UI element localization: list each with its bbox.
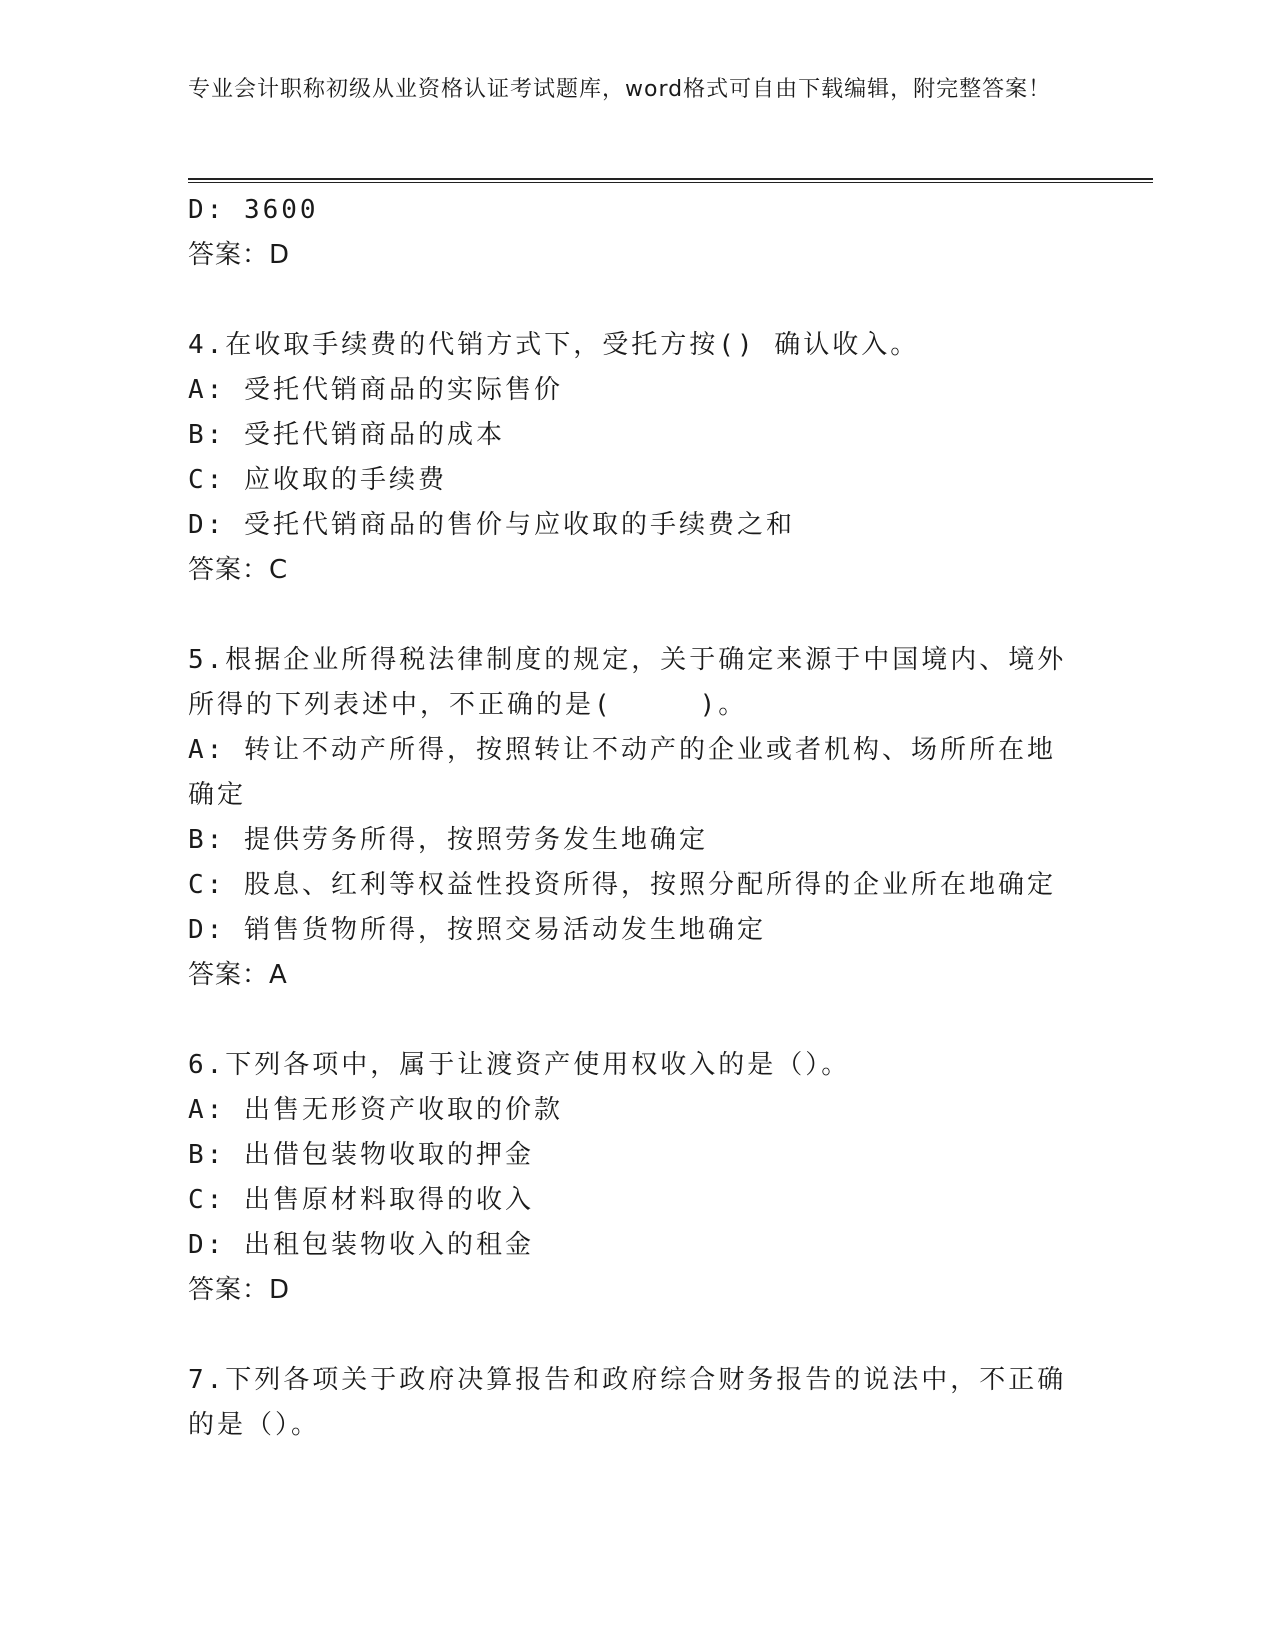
question-5-option-b: B: 提供劳务所得，按照劳务发生地确定 (188, 825, 708, 855)
question-5-option-a: A: 转让不动产所得，按照转让不动产的企业或者机构、场所所在地确定 (188, 735, 1056, 810)
question-6-option-c: C: 出售原材料取得的收入 (188, 1185, 534, 1215)
question-6-text: 6.下列各项中，属于让渡资产使用权收入的是（）。 (188, 1050, 851, 1080)
question-5-option-d: D: 销售货物所得，按照交易活动发生地确定 (188, 915, 766, 945)
question-6-option-d: D: 出租包装物收入的租金 (188, 1230, 534, 1260)
header-divider (188, 178, 1153, 183)
question-4-option-b: B: 受托代销商品的成本 (188, 420, 505, 450)
question-5-text: 5.根据企业所得税法律制度的规定，关于确定来源于中国境内、境外所得的下列表述中，不正确的是( )。 (188, 645, 1067, 720)
question-6-option-b: B: 出借包装物收取的押金 (188, 1140, 534, 1170)
question-6-option-a: A: 出售无形资产收取的价款 (188, 1095, 563, 1125)
question-5-answer: 答案：A (188, 960, 288, 990)
question-6-answer: 答案：D (188, 1275, 291, 1305)
prev-answer: 答案：D (188, 240, 291, 270)
question-4-option-c: C: 应收取的手续费 (188, 465, 447, 495)
page-header-text: 专业会计职称初级从业资格认证考试题库，word格式可自由下载编辑，附完整答案！ (188, 77, 1052, 102)
question-5-option-c: C: 股息、红利等权益性投资所得，按照分配所得的企业所在地确定 (188, 870, 1056, 900)
question-7-text: 7.下列各项关于政府决算报告和政府综合财务报告的说法中，不正确的是（）。 (188, 1365, 1067, 1440)
prev-option-d: D: 3600 (188, 195, 319, 225)
question-4-option-d: D: 受托代销商品的售价与应收取的手续费之和 (188, 510, 795, 540)
question-4-text: 4.在收取手续费的代销方式下，受托方按() 确认收入。 (188, 330, 920, 360)
question-content (188, 188, 1088, 1448)
question-4-answer: 答案：C (188, 555, 289, 585)
question-4-option-a: A: 受托代销商品的实际售价 (188, 375, 563, 405)
